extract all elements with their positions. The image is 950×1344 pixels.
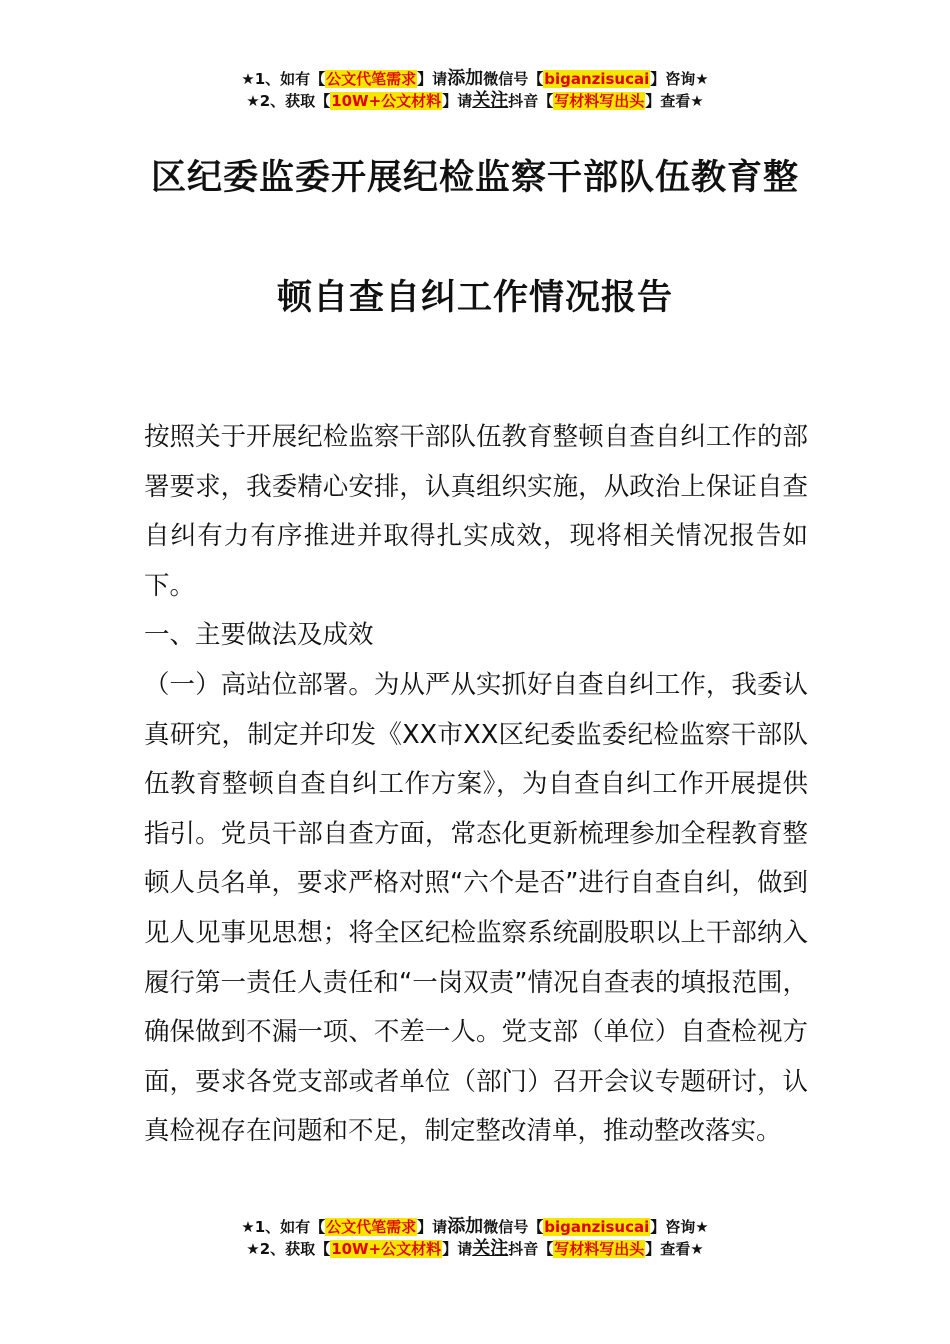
- promo-line-2: [0, 1238, 950, 1260]
- promo-line-2: [0, 90, 950, 112]
- body-paragraph: （一）高站位部署。为从严从实抓好自查自纠工作，我委认真研究，制定并印发《XX市XX区纪委监委纪检监察干部队伍教育整顿自查自纠工作方案》，为自查自纠工作开展提供指引。党员干部自查方面，常态化更新梳理参加全程教育整顿人员名单，要求严格对照“六个是否”进行自查自纠，做到见人见事见思想；将全区纪检监察系统副股职以上干部纳入履行第一责任人责任和“一岗双责”情况自查表的填报范围，确保做到不漏一项、不差一人。党支部（单位）自查检视方面，要求各党支部或者单位（部门）召开会议专题研讨，认真检视存在问题和不足，制定整改清单，推动整改落实。: [144, 669, 808, 1147]
- promo-line-1: [0, 68, 950, 90]
- document-body: [144, 413, 808, 1157]
- promo-highlight-douyin-id: 写材料写出头: [554, 92, 645, 110]
- promo-text: 抖音【: [508, 1240, 554, 1258]
- promo-text: 微信号【: [483, 1218, 544, 1236]
- document-title-line-2: 顿自查自纠工作情况报告: [276, 278, 673, 318]
- promo-highlight-materials: 10W+公文材料: [331, 92, 442, 110]
- promo-text: 】请: [417, 70, 448, 88]
- promo-emphasis: 关注: [472, 1238, 509, 1259]
- promo-text: ★2、获取【: [246, 92, 331, 110]
- promo-text: 】请: [417, 1218, 448, 1236]
- promo-text: ★1、如有【: [241, 70, 326, 88]
- document-title-line-1: 区纪委监委开展纪检监察干部队伍教育整: [150, 158, 799, 198]
- promo-emphasis: 关注: [472, 90, 509, 111]
- promo-text: 】请: [442, 92, 473, 110]
- promo-text: 】咨询★: [650, 1218, 709, 1236]
- promo-text: 抖音【: [508, 92, 554, 110]
- promo-highlight-materials: 10W+公文材料: [331, 1240, 442, 1258]
- promo-line-1: [0, 1216, 950, 1238]
- promo-text: ★1、如有【: [241, 1218, 326, 1236]
- promo-banner-bottom: [0, 1216, 950, 1260]
- promo-highlight-douyin-id: 写材料写出头: [554, 1240, 645, 1258]
- promo-highlight-wechat-id: biganzisucai: [544, 1218, 650, 1236]
- promo-text: ★2、获取【: [246, 1240, 331, 1258]
- promo-text: 】请: [442, 1240, 473, 1258]
- section-heading: 一、主要做法及成效: [144, 620, 374, 651]
- promo-text: 】咨询★: [650, 70, 709, 88]
- promo-text: 微信号【: [483, 70, 544, 88]
- intro-paragraph: 按照关于开展纪检监察干部队伍教育整顿自查自纠工作的部署要求，我委精心安排，认真组织实施，从政治上保证自查自纠有力有序推进并取得扎实成效，现将相关情况报告如下。: [144, 422, 808, 601]
- promo-emphasis: 添加: [447, 1216, 484, 1237]
- promo-text: 】查看★: [645, 92, 704, 110]
- promo-highlight-service: 公文代笔需求: [326, 70, 417, 88]
- promo-emphasis: 添加: [447, 68, 484, 89]
- promo-highlight-wechat-id: biganzisucai: [544, 70, 650, 88]
- promo-banner-top: [0, 68, 950, 112]
- promo-text: 】查看★: [645, 1240, 704, 1258]
- promo-highlight-service: 公文代笔需求: [326, 1218, 417, 1236]
